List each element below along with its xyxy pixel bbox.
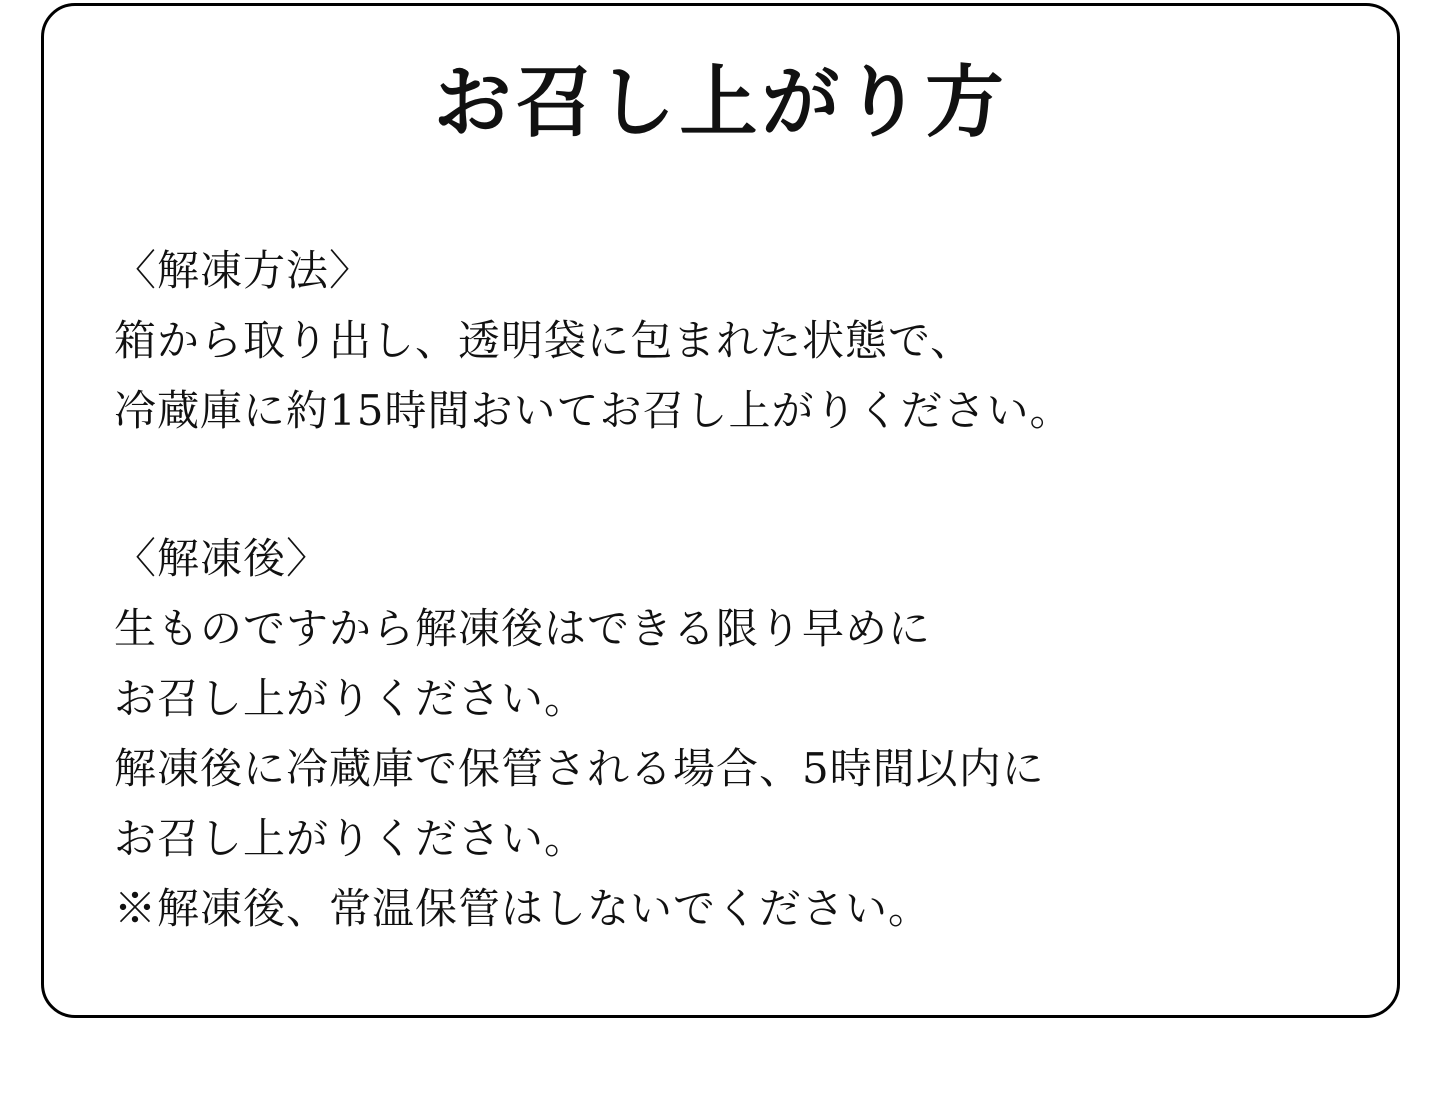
section-heading: 〈解凍後〉 [114,533,330,583]
text-line: ※解凍後、常温保管はしないでください。 [114,883,932,933]
text-line: 生ものですから解凍後はできる限り早めに [114,603,932,653]
text-line: お召し上がりください。 [114,813,588,863]
text-line: 冷蔵庫に約15時間おいてお召し上がりください。 [114,385,1073,435]
text-line: 解凍後に冷蔵庫で保管される場合、5時間以内に [114,743,1045,793]
text-line: お召し上がりください。 [114,673,588,723]
page-title: お召し上がり方 [433,57,1008,148]
section-thawing-method [114,236,1357,446]
section-after-thawing [114,524,1357,944]
section-heading: 〈解凍方法〉 [114,245,373,295]
instructions-content [114,236,1357,944]
text-line: 箱から取り出し、透明袋に包まれた状態で、 [114,315,974,365]
instructions-card [41,3,1400,1018]
